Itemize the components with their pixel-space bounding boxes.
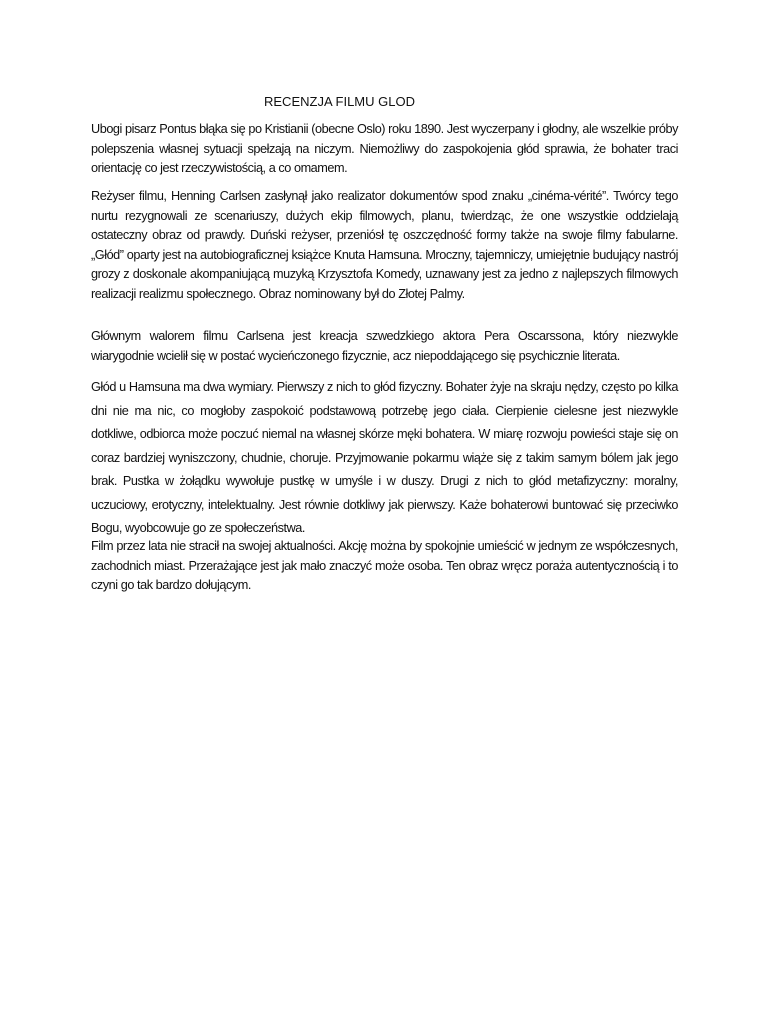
paragraph-lead-actor: Głównym walorem filmu Carlsena jest kreacja szwedzkiego aktora Pera Oscarssona, który niezwykle wiarygodnie wcielił się w postać wycieńczonego fizycznie, acz niepoddającego się psychicznie literata. [91,329,678,363]
paragraph-hunger-dimensions: Głód u Hamsuna ma dwa wymiary. Pierwszy z nich to głód fizyczny. Bohater żyje na skraju nędzy, często po kilka dni nie ma nic, co mogłoby zaspokoić podstawową potrzebę jego ciała. Cierpienie cielesne jest niezwykle dotkliwe, odbiorca może poczuć niemal na własnej skórze męki bohatera. W miarę rozwoju powieści staje się on coraz bardziej wyniszczony, chudnie, choruje. Przyjmowanie pokarmu wiąże się z takim samym bólem jak jego brak. Pustka w żołądku wywołuje pustkę w umyśle i w duszy. Drugi z nich to głód metafizyczny: moralny, uczuciowy, erotyczny, intelektualny. Jest równie dotkliwy jak pierwszy. Każe bohaterowi buntować się przeciwko Bogu, wyobcowuje go ze społeczeństwa. [91,380,678,535]
paragraph-plot-summary: Ubogi pisarz Pontus błąka się po Kristianii (obecne Oslo) roku 1890. Jest wyczerpany i głodny, ale wszelkie próby polepszenia własnej sytuacji spełzają na niczym. Niemożliwy do zaspokojenia głód sprawia, że bohater traci orientację co jest rzeczywistością, a co omamem. [91,122,678,175]
paragraph-conclusion: Film przez lata nie stracił na swojej aktualności. Akcję można by spokojnie umieścić w jednym ze współczesnych, zachodnich miast. Przerażające jest jak mało znaczyć może osoba. Ten obraz wręcz poraża autentycznością i to czyni go tak bardzo dołującym. [91,539,678,592]
paragraph-director: Reżyser filmu, Henning Carlsen zasłynął jako realizator dokumentów spod znaku „cinéma-vérité”. Twórcy tego nurtu rezygnowali ze scenariuszy, dużych ekip filmowych, planu, twierdząc, że one wszystkie oddzielają ostateczny obraz od prawdy. Duński reżyser, przeniósł tę oszczędność formy także na swoje filmy fabularne. „Głód” oparty jest na autobiograficznej książce Knuta Hamsuna. Mroczny, tajemniczy, umiejętnie budujący nastrój grozy z doskonale akompaniującą muzyką Krzysztofa Komedy, uznawany jest za jedno z najlepszych filmowych realizacji realizmu społecznego. Obraz nominowany był do Złotej Palmy. [91,189,678,301]
document-title: RECENZJA FILMU GLOD [264,94,415,109]
